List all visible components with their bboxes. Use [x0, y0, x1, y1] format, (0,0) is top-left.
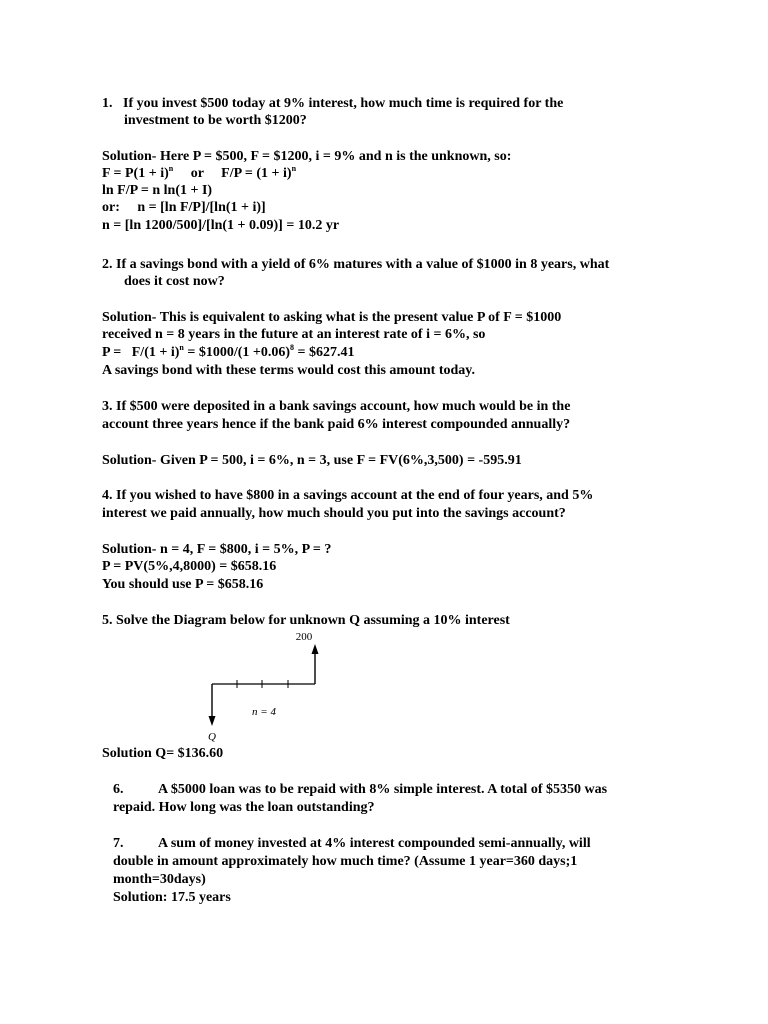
q2-formula-b: = $1000/(1 +0.06) — [183, 345, 291, 360]
question-5-line-1: 5. Solve the Diagram below for unknown Q assuming a 10% interest — [102, 613, 510, 628]
question-7-line-2: double in amount approximately how much time? (Assume 1 year=360 days;1 — [113, 854, 578, 869]
q1-solution-line-5: n = [ln 1200/500]/[ln(1 + 0.09)] = 10.2 yr — [102, 218, 340, 233]
q1-solution-line-4: or: n = [ln F/P]/[ln(1 + i)] — [102, 200, 266, 215]
q3-solution-line-1: Solution- Given P = 500, i = 6%, n = 3, use F = FV(6%,3,500) = -595.91 — [102, 453, 522, 468]
q2-formula-c: = $627.41 — [294, 345, 355, 360]
q2-formula-a: P = F/(1 + i) — [102, 345, 180, 360]
question-6-line-1 — [113, 781, 607, 798]
question-7-line-3: month=30days) — [113, 872, 206, 887]
question-7-text: A sum of money invested at 4% interest compounded semi-annually, will — [158, 836, 591, 851]
question-4-line-2: interest we paid annually, how much should you put into the savings account? — [102, 506, 566, 521]
q2-exponent-a: n — [179, 343, 184, 352]
question-6-line-2: repaid. How long was the loan outstanding? — [113, 800, 375, 815]
question-1-number: 1. — [102, 96, 113, 111]
q7-solution: Solution: 17.5 years — [113, 890, 231, 905]
q2-solution-line-2: received n = 8 years in the future at an interest rate of i = 6%, so — [102, 327, 486, 342]
diagram-up-arrowhead — [312, 644, 319, 654]
cash-flow-diagram — [200, 628, 330, 744]
q2-solution-line-1: Solution- This is equivalent to asking what is the present value P of F = $1000 — [102, 310, 562, 325]
q1-solution-line-3: ln F/P = n ln(1 + I) — [102, 183, 213, 198]
question-7-number: 7. — [113, 836, 124, 851]
q1-formula-a: F = P(1 + i) — [102, 166, 169, 181]
question-4-line-1: 4. If you wished to have $800 in a savings account at the end of four years, and 5% — [102, 488, 594, 503]
q4-solution-line-1: Solution- n = 4, F = $800, i = 5%, P = ? — [102, 542, 332, 557]
q4-solution-line-3: You should use P = $658.16 — [102, 577, 264, 592]
q1-exponent-b: n — [291, 164, 297, 173]
question-1-line-2: investment to be worth $1200? — [124, 113, 307, 128]
diagram-down-arrowhead — [209, 716, 216, 726]
question-6-text: A $5000 loan was to be repaid with 8% simple interest. A total of $5350 was — [158, 782, 608, 797]
q2-solution-line-4: A savings bond with these terms would cost this amount today. — [102, 363, 475, 378]
q2-exponent-b: 8 — [290, 343, 295, 352]
question-2-line-1: 2. If a savings bond with a yield of 6% matures with a value of $1000 in 8 years, what — [102, 257, 610, 272]
diagram-period-label: n = 4 — [252, 706, 276, 718]
q2-solution-line-3 — [102, 344, 355, 361]
question-1-text: If you invest $500 today at 9% interest, how much time is required for the — [123, 96, 564, 111]
question-2-line-2: does it cost now? — [124, 274, 225, 289]
question-7-line-1 — [113, 835, 591, 852]
q4-solution-line-2: P = PV(5%,4,8000) = $658.16 — [102, 559, 277, 574]
q1-solution-line-2 — [102, 165, 296, 182]
diagram-bottom-label: Q — [208, 731, 216, 743]
q1-formula-b: or F/P = (1 + i) — [173, 166, 292, 181]
question-1-line-1 — [102, 95, 563, 112]
q5-solution: Solution Q= $136.60 — [102, 746, 224, 761]
q1-exponent-a: n — [168, 164, 174, 173]
q1-solution-line-1: Solution- Here P = $500, F = $1200, i = 9% and n is the unknown, so: — [102, 149, 512, 164]
question-3-line-2: account three years hence if the bank paid 6% interest compounded annually? — [102, 417, 571, 432]
question-6-number: 6. — [113, 782, 124, 797]
question-3-line-1: 3. If $500 were deposited in a bank savings account, how much would be in the — [102, 399, 571, 414]
diagram-top-value: 200 — [295, 631, 313, 643]
